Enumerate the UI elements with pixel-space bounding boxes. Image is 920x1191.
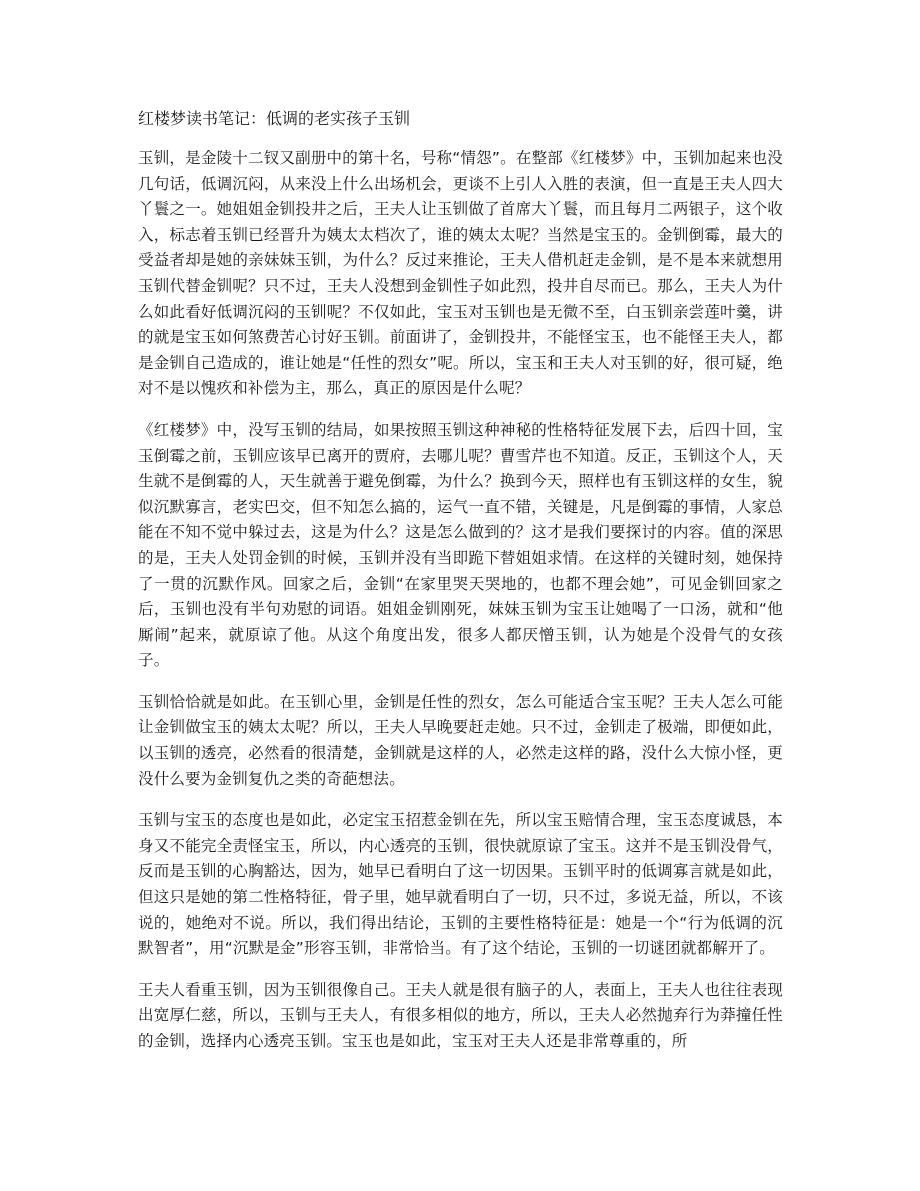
paragraph: 玉钏与宝玉的态度也是如此，必定宝玉招惹金钏在先，所以宝玉赔情合理，宝玉态度诚恳，本身又不能完全责怪宝玉，所以，内心透亮的玉钏，很快就原谅了宝玉。这并不是玉钏没骨气，反而是玉钏的心胸豁达，因为，她早已看明白了这一切因果。玉钏平时的低调寡言就是如此，但这只是她的第二性格特征，骨子里，她早就看明白了一切，只不过，多说无益，所以，不该说的，她绝对不说。所以，我们得出结论，玉钏的主要性格特征是：她是一个“行为低调的沉默智者”，用“沉默是金”形容玉钏，非常恰当。有了这个结论，玉钏的一切谜团就都解开了。 bbox=[138, 811, 783, 958]
document-title: 红楼梦读书笔记：低调的老实孩子玉钏 bbox=[138, 109, 411, 128]
paragraph: 玉钏恰恰就是如此。在玉钏心里，金钏是任性的烈女，怎么可能适合宝玉呢？王夫人怎么可能让金钏做宝玉的姨太太呢？所以，王夫人早晚要赶走她。只不过，金钏走了极端，即便如此，以玉钏的透亮，必然看的很清楚，金钏就是这样的人，必然走这样的路，没什么大惊小怪，更没什么要为金钏复仇之类的奇葩想法。 bbox=[138, 692, 783, 788]
paragraph: 《红楼梦》中，没写玉钏的结局，如果按照玉钏这种神秘的性格特征发展下去，后四十回，宝玉倒霉之前，玉钏应该早已离开的贾府，去哪儿呢？曹雪芹也不知道。反正，玉钏这个人，天生就不是倒霉的人，天生就善于避免倒霉，为什么？换到今天，照样也有玉钏这样的女生，貌似沉默寡言，老实巴交，但不知怎么搞的，运气一直不错，关键是，凡是倒霉的事情，人家总能在不知不觉中躲过去，这是为什么？这是怎么做到的？这才是我们要探讨的内容。值的深思的是，王夫人处罚金钏的时候，玉钏并没有当即跪下替姐姐求情。在这样的关键时刻，她保持了一贯的沉默作风。回家之后，金钏“在家里哭天哭地的，也都不理会她”，可见金钏回家之后，玉钏也没有半句劝慰的词语。姐姐金钏刚死，妹妹玉钏为宝玉让她喝了一口汤，就和“他厮闹”起来，就原谅了他。从这个角度出发，很多人都厌憎玉钏，认为她是个没骨气的女孩子。 bbox=[138, 420, 783, 670]
paragraph: 玉钏，是金陵十二钗又副册中的第十名，号称“情怨”。在整部《红楼梦》中，玉钏加起来也没几句话，低调沉闷，从来没上什么出场机会，更谈不上引人入胜的表演，但一直是王夫人四大丫鬟之一。她姐姐金钏投井之后，王夫人让玉钏做了首席大丫鬟，而且每月二两银子，这个收入，标志着玉钏已经晋升为姨太太档次了，谁的姨太太呢？当然是宝玉的。金钏倒霉，最大的受益者却是她的亲妹妹玉钏，为什么？反过来推论，王夫人借机赶走金钏，是不是本来就想用玉钏代替金钏呢？只不过，王夫人没想到金钏性子如此烈，投井自尽而已。那么，王夫人为什么如此看好低调沉闷的玉钏呢？不仅如此，宝玉对玉钏也是无微不至，白玉钏亲尝莲叶羹，讲的就是宝玉如何煞费苦心讨好玉钏。前面讲了，金钏投井，不能怪宝玉，也不能怪王夫人，都是金钏自己造成的，谁让她是“任性的烈女”呢。所以，宝玉和王夫人对玉钏的好，很可疑，绝对不是以愧疚和补偿为主，那么，真正的原因是什么呢？ bbox=[138, 149, 783, 398]
document-body bbox=[138, 146, 783, 1071]
paragraph: 王夫人看重玉钏，因为玉钏很像自己。王夫人就是很有脑子的人，表面上，王夫人也往往表现出宽厚仁慈，所以，玉钏与王夫人，有很多相似的地方，所以，王夫人必然抛弃行为莽撞任性的金钏，选择内心透亮玉钏。宝玉也是如此，宝玉对王夫人还是非常尊重的，所 bbox=[138, 980, 783, 1050]
